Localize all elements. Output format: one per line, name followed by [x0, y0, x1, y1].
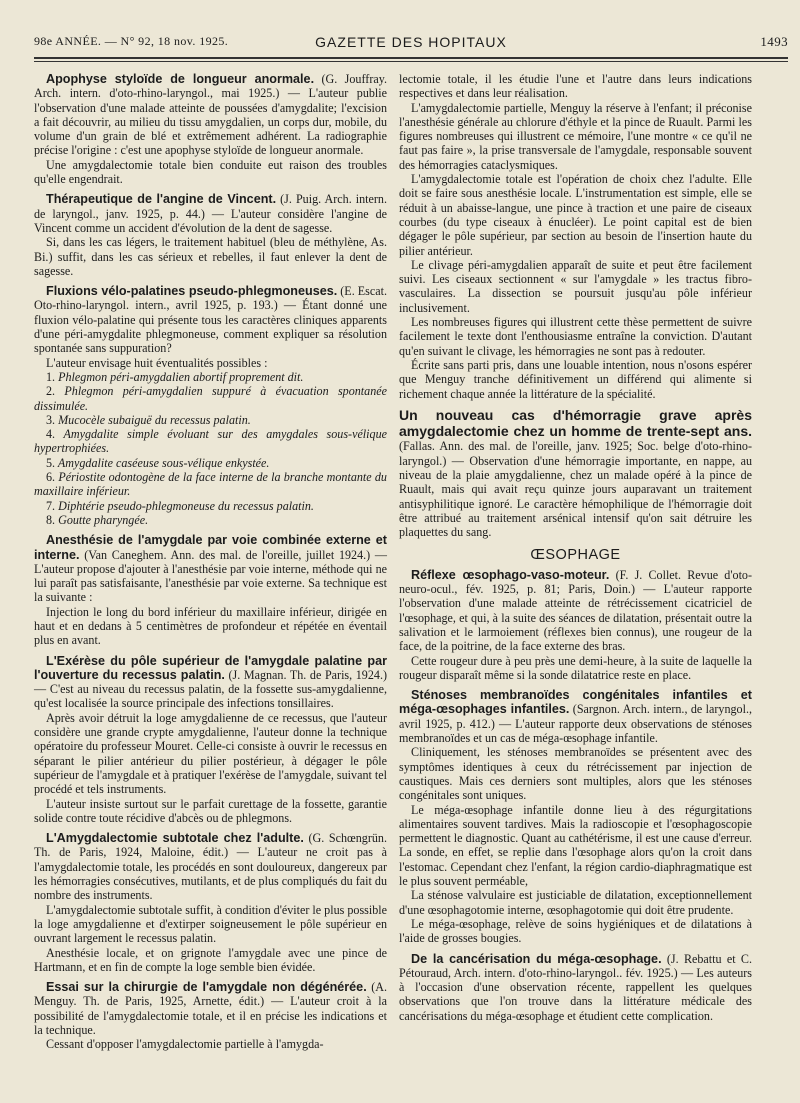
list-item: 4. Amygdalite simple évoluant sur des amygdales sous-vélique hypertrophiées.	[34, 427, 387, 456]
running-header	[34, 34, 788, 54]
header-rule-thick	[34, 57, 788, 59]
article-styloid	[34, 72, 387, 186]
article-hemorragie	[399, 407, 752, 540]
article-paragraph: Injection le long du bord inférieur du maxillaire inférieur, dirigée en haut et en dedans à 5 centimètres de profondeur et répétée en éventail plus en avant.	[34, 604, 387, 648]
article-paragraph: Anesthésie locale, et on grignote l'amygdale avec une pince de Hartmann, et en fin de compte la loge semble bien évidée.	[34, 945, 387, 974]
list-item: 1. Phlegmon péri-amygdalien abortif proprement dit.	[46, 369, 304, 384]
article-reflexe	[399, 568, 752, 682]
article-cancerisation	[399, 952, 752, 1023]
article-title: L'Amygdalectomie subtotale chez l'adulte.	[46, 831, 304, 846]
journal-title: GAZETTE DES HOPITAUX	[315, 34, 507, 50]
article-title: De la cancérisation du méga-œsophage.	[411, 951, 662, 966]
article-body: (A. Menguy. Th. de Paris, 1925, Arnette, édit.) — L'auteur croit à la possibilité de l'amygdalectomie totale, et il en précise les indications et la technique.	[34, 980, 388, 1037]
article-title: Un nouveau cas d'hémorragie grave après amygdalectomie chez un homme de trente-sept ans.	[399, 406, 752, 440]
article-body: (G. Schœngrün. Th. de Paris, 1924, Maloine, édit.) — L'auteur ne croit pas à l'amygdalectomie totale, les procédés en sont douloureux, dangereux par les hémorragies consécutives, mutilants, et de plus compliqués du fait du nombre des instruments.	[34, 831, 387, 903]
article-title: Sténoses membranoïdes congénitales infantiles et méga-œsophages infantiles.	[399, 688, 752, 717]
article-paragraph: Cessant d'opposer l'amygdalectomie partielle à l'amygda-	[46, 1037, 324, 1052]
article-subtotale	[34, 831, 387, 974]
article-paragraph: Écrite sans parti pris, dans une louable intention, nous n'osons espérer que Menguy tranche définitivement un différend qui alimente si richement chaque année la littérature de la spécialité.	[399, 357, 752, 401]
list-item: 5. Amygdalite caséeuse sous-vélique enkystée.	[46, 455, 270, 470]
article-paragraph: Le méga-œsophage, relève de soins hygiéniques et de dilatations à l'aide de grosses bougies.	[399, 916, 752, 946]
article-paragraph: L'amygdalectomie totale est l'opération de choix chez l'adulte. Elle doit se faire sous anesthésie locale. L'instrumentation est simple, elle se réduit à un abaisse-langue, une pince à traction et une paire de ciseaux courbes (du type ciseaux à énucléer). Le point capital est de bien dégager le pôle supérieur, par section au besoin de l'insertion haute du pilier antérieur.	[399, 172, 752, 258]
list-item: 3. Mucocèle subaiguë du recessus palatin.	[46, 412, 251, 427]
article-title: Fluxions vélo-palatines pseudo-phlegmoneuses.	[46, 284, 338, 299]
issue-info: 98e ANNÉE. — N° 92, 18 nov. 1925.	[34, 34, 229, 48]
header-rule-thin	[34, 61, 788, 62]
left-column	[34, 72, 387, 1052]
article-paragraph: Une amygdalectomie totale bien conduite eut raison des troubles qu'elle engendrait.	[34, 157, 387, 187]
list-item: 6. Périostite odontogène de la face interne de la branche montante du maxillaire inférieur.	[34, 470, 387, 499]
article-title: Essai sur la chirurgie de l'amygdale non dégénérée.	[46, 980, 367, 995]
article-title: Thérapeutique de l'angine de Vincent.	[46, 192, 277, 207]
article-title: Réflexe œsophago-vaso-moteur.	[411, 567, 610, 582]
article-paragraph: Après avoir détruit la loge amygdalienne de ce recessus, que l'auteur considère une grande crypte amygdalienne, l'auteur donne la technique opératoire du professeur Mouret. Celle-ci consiste à ouvrir le recessus en séparant le pilier antérieur du pilier postérieur, à dégager le pôle supérieur de l'amygdale et à pratiquer l'exérèse de l'amygdale, suivant tel procédé et tels instruments.	[34, 710, 387, 797]
article-title: L'Exérèse du pôle supérieur de l'amygdale palatine par l'ouverture du recessus palatin.	[34, 653, 387, 682]
list-item: 2. Phlegmon péri-amygdalien suppuré à évacuation spontanée dissimulée.	[34, 384, 387, 413]
article-exerese	[34, 654, 387, 826]
article-paragraph: Les nombreuses figures qui illustrent cette thèse permettent de suivre facilement le texte dont l'enthousiasme entraîne la conviction. D'autant qu'en suivant le clivage, les hémorragies ne sont pas à redouter.	[399, 315, 752, 358]
article-body: (Van Caneghem. Ann. des mal. de l'oreille, juillet 1924.) — L'auteur propose d'ajouter à l'anesthésie par voie interne, méthode qui ne lui paraît pas satisfaisante, l'anesthésie par voie externe. Sa technique est la suivante :	[34, 547, 387, 605]
article-paragraph: Le clivage péri-amygdalien apparaît de suite et peut être facilement suivi. Les ciseaux sectionnent « sur l'amygdale » les tractus fibro-vasculaires. La dissection se poursuit jusqu'au pôle inférieur inclusivement.	[399, 257, 752, 315]
section-heading: ŒSOPHAGE	[530, 546, 621, 563]
article-paragraph: L'amygdalectomie partielle, Menguy la réserve à l'enfant; il préconise l'anesthésie générale au chlorure d'éthyle et la pince de Ruault. Parmi les figures nombreuses qui illustrent ce mémoire, l'une montre « ce qu'il ne faut pas faire », la prise transversale de l'amygdale, responsable souvent des hémorragies cataclysmiques.	[399, 100, 752, 172]
article-paragraph: L'auteur envisage huit éventualités possibles :	[46, 355, 268, 370]
article-fluxions	[34, 284, 387, 527]
article-body: (Fallas. Ann. des mal. de l'oreille, janv. 1925; Soc. belge d'oto-rhino-laryngol.) — Observation d'une hémorragie importante, en nappe, au niveau de la plaie amygdalienne, chez un malade opéré à la pince de Ruault, mais qui avait reçu quinze jours auparavant un traitement antisyphilitique ignoré. Le caractère hémophilique de l'hémorragie doit être attribué au traitement arsénical intensif qu'on sait détruire les plaquettes du sang.	[399, 439, 752, 540]
article-paragraph: Cette rougeur dure à peu près une demi-heure, à la suite de laquelle la rougeur disparaît même si la sonde dilatatrice reste en place.	[399, 653, 752, 682]
numbered-list	[34, 370, 387, 527]
article-paragraph: L'amygdalectomie subtotale suffit, à condition d'éviter le plus possible la loge amygdalienne et d'extirper soigneusement le pôle supérieur en ouvrant largement le recessus palatin.	[34, 902, 388, 946]
article-body: (G. Jouffray. Arch. intern. d'oto-rhino-laryngol., mai 1925.) — L'auteur publie l'observation d'une malade atteinte de poussées d'amygdalite; l'excision a fait découvrir, au milieu du tissu amygdalien, un corps dur, mobile, du volume d'un grain de blé et extrêmement adhérent. La radiographie précise l'origine : c'est une apophyse styloïde de longueur anormale.	[34, 72, 387, 158]
article-body: (J. Puig. Arch. intern. de laryngol., janv. 1925, p. 44.) — L'auteur considère l'angine de Vincent comme un accident d'évolution de la dent de sagesse.	[34, 192, 387, 235]
article-title: Anesthésie de l'amygdale par voie combinée externe et interne.	[34, 533, 387, 562]
article-essai	[34, 980, 387, 1051]
article-body: (F. J. Collet. Revue d'oto-neuro-ocul., fév. 1925, p. 81; Paris, Doin.) — L'auteur rapporte l'observation d'une malade atteinte de rétrécissement cicatriciel de l'œsophage, et qui, à la suite des séances de dilatation, présentait outre la salivation et le larmoiement (réflexes bien connus), une rougeur de la face, de la poitrine, de la face externe des bras.	[399, 567, 753, 654]
right-column	[399, 72, 752, 1023]
article-paragraph: Si, dans les cas légers, le traitement habituel (bleu de méthylène, As. Bi.) suffit, dans les cas sérieux et rebelles, il faut enlever la dent de sagesse.	[34, 235, 387, 278]
list-item: 8. Goutte pharyngée.	[46, 512, 149, 527]
article-anesthesie	[34, 533, 387, 647]
article-body: (Sargnon. Arch. intern., de laryngol., avril 1925, p. 412.) — L'auteur rapporte deux observations de sténoses membranoïdes et un cas de méga-œsophage infantile.	[399, 702, 752, 746]
list-item: 7. Diphtérie pseudo-phlegmoneuse du recessus palatin.	[46, 498, 314, 513]
article-paragraph: La sténose valvulaire est justiciable de dilatation, exceptionnellement d'une œsophagotomie interne, œsophagotomie qui doit être prudente.	[399, 888, 752, 917]
article-paragraph: L'auteur insiste surtout sur le parfait curettage de la fossette, garantie solide contre toute récidive d'abcès ou de phlegmons.	[34, 796, 387, 825]
article-title: Apophyse styloïde de longueur anormale.	[46, 72, 315, 86]
article-body: (J. Rebattu et C. Pétouraud, Arch. intern. d'oto-rhino-laryngol.. fév. 1925.) — Les auteurs à l'occasion d'une observation récente, rappellent les quelques observations que l'on trouve dans la littérature médicale des cancérisations du méga-œsophage et étudient cette complication.	[399, 951, 752, 1023]
article-body: (J. Magnan. Th. de Paris, 1924.) — C'est au niveau du recessus palatin, de la fossette sus-amygdalienne, qu'est localisée la source principale des infections tonsillaires.	[34, 667, 387, 711]
article-continuation: lectomie totale, il les étudie l'une et l'autre dans leurs indications respectives et dans leur réalisation.	[399, 72, 752, 101]
page-number: 1493	[760, 34, 788, 49]
article-paragraph: Le méga-œsophage infantile donne lieu à des régurgitations alimentaires souvent tardives. Mais la radioscopie et l'œsophagoscopie permettent le diagnostic. Quant au cathétérisme, il est une cause d'erreur. La sonde, en effet, se replie dans l'œsophage alors qu'on la croit dans l'estomac. Cependant chez l'enfant, la région cardio-diaphragmatique est le plus souvent perméable,	[399, 802, 752, 889]
article-vincent	[34, 192, 387, 278]
article-paragraph: Cliniquement, les sténoses membranoïdes se présentent avec des symptômes identiques à ceux du rétrécissement par injection de caustiques. Mais ces derniers sont multiples, alors que les sténoses congénitales sont uniques.	[399, 745, 752, 803]
article-stenoses	[399, 688, 752, 945]
article-body: (E. Escat. Oto-rhino-laryngol. intern., avril 1925, p. 193.) — Étant donné une fluxion vélo-palatine qui présente tous les caractères cliniques apparents d'une péri-amygdalite phlegmoneuse, comment expliquer sa résolution spontanée sans suppuration?	[34, 284, 387, 356]
